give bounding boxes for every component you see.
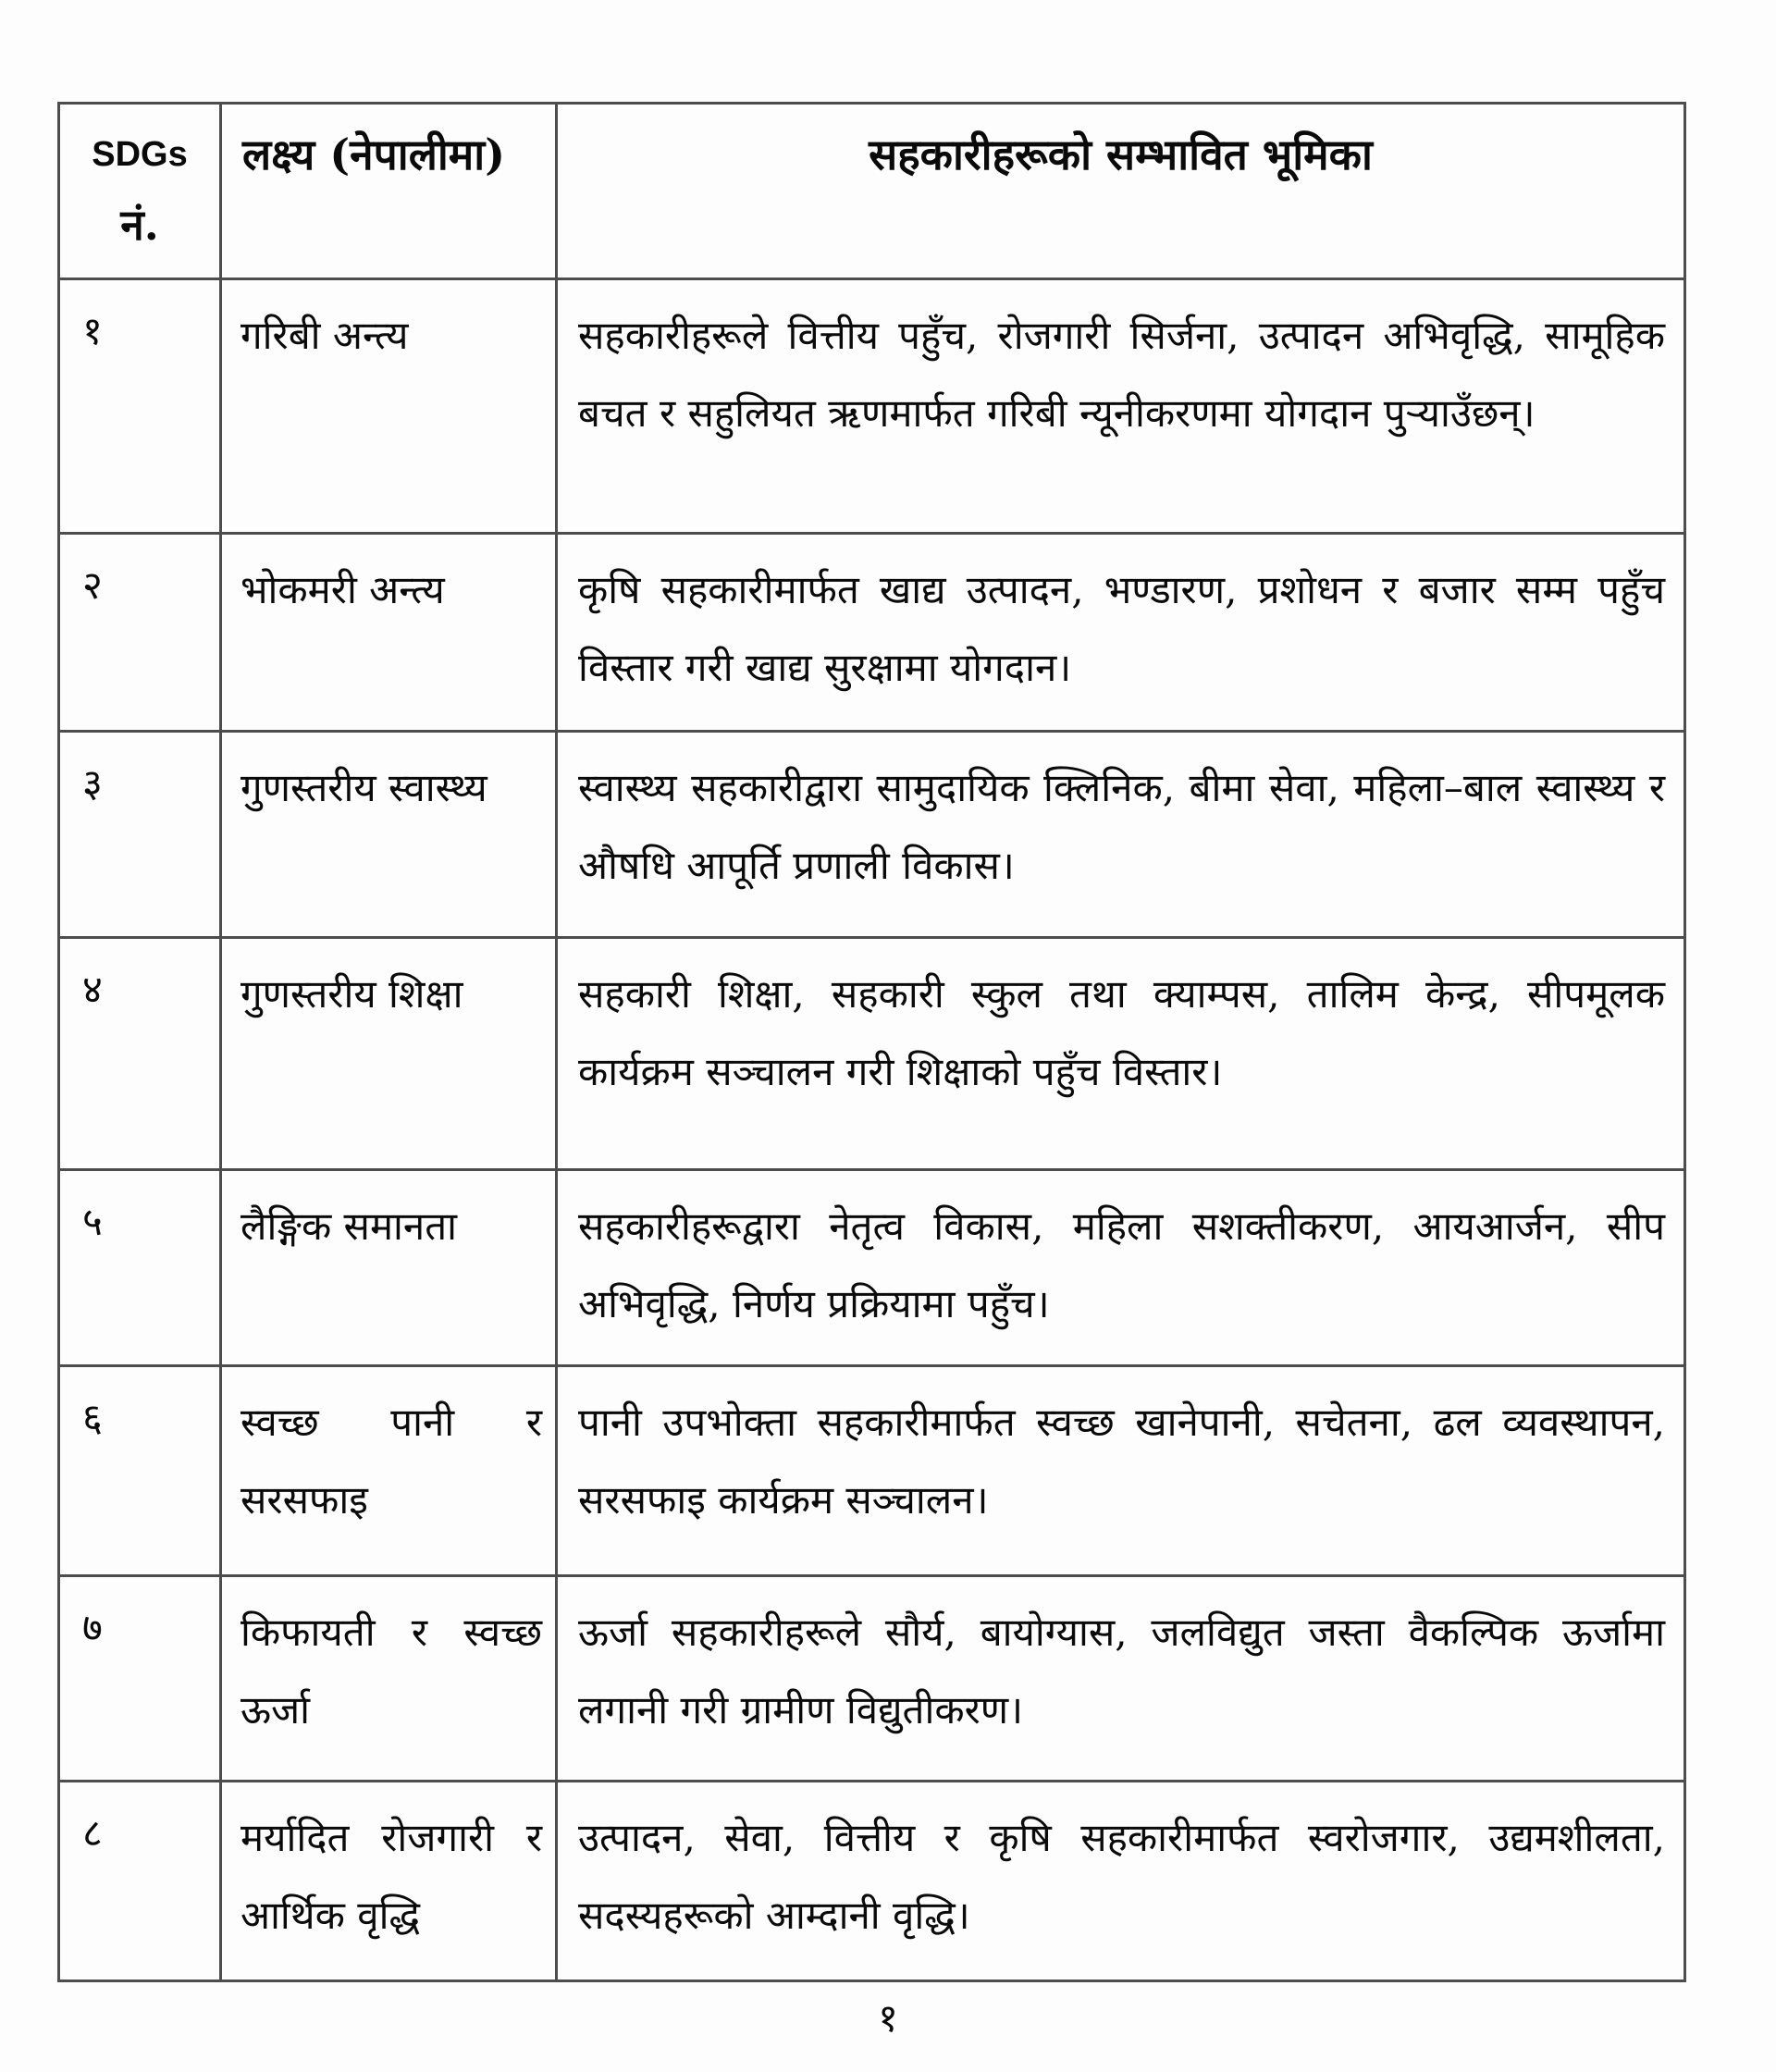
table-header-row — [59, 104, 1685, 279]
role-cell: सहकारी शिक्षा, सहकारी स्कुल तथा क्याम्पस, तालिम केन्द्र, सीपमूलक कार्यक्रम सञ्चालन गरी शिक्षाको पहुँच विस्तार। — [557, 938, 1685, 1170]
role-cell: कृषि सहकारीमार्फत खाद्य उत्पादन, भण्डारण, प्रशोधन र बजार सम्म पहुँच विस्तार गरी खाद्य सुरक्षामा योगदान। — [557, 534, 1685, 732]
sdg-number-cell: ८ — [59, 1782, 221, 1981]
goal-cell: मर्यादित रोजगारी र आर्थिक वृद्धि — [221, 1782, 557, 1981]
sdg-number-cell: ३ — [59, 732, 221, 938]
role-cell: सहकारीहरूद्वारा नेतृत्व विकास, महिला सशक्तीकरण, आयआर्जन, सीप अभिवृद्धि, निर्णय प्रक्रियामा पहुँच। — [557, 1170, 1685, 1366]
table-row — [59, 1782, 1685, 1981]
page-number: १ — [878, 1995, 898, 2041]
goal-cell: लैङ्गिक समानता — [221, 1170, 557, 1366]
goal-cell: किफायती र स्वच्छ ऊर्जा — [221, 1576, 557, 1782]
table-row — [59, 1576, 1685, 1782]
table-row — [59, 1170, 1685, 1366]
table-row — [59, 732, 1685, 938]
sdg-number-cell: ४ — [59, 938, 221, 1170]
sdg-number-cell: ५ — [59, 1170, 221, 1366]
sdg-cooperative-roles-table — [57, 102, 1686, 1982]
goal-cell: गुणस्तरीय स्वास्थ्य — [221, 732, 557, 938]
sdg-number-cell: ६ — [59, 1366, 221, 1576]
role-cell: पानी उपभोक्ता सहकारीमार्फत स्वच्छ खानेपानी, सचेतना, ढल व्यवस्थापन, सरसफाइ कार्यक्रम सञ्चालन। — [557, 1366, 1685, 1576]
goal-cell: भोकमरी अन्त्य — [221, 534, 557, 732]
table-row — [59, 534, 1685, 732]
goal-cell: स्वच्छ पानी र सरसफाइ — [221, 1366, 557, 1576]
sdg-number-cell: २ — [59, 534, 221, 732]
goal-cell: गरिबी अन्त्य — [221, 279, 557, 534]
table-row — [59, 279, 1685, 534]
role-cell: ऊर्जा सहकारीहरूले सौर्य, बायोग्यास, जलविद्युत जस्ता वैकल्पिक ऊर्जामा लगानी गरी ग्रामीण विद्युतीकरण। — [557, 1576, 1685, 1782]
sdg-number-cell: ७ — [59, 1576, 221, 1782]
role-cell: स्वास्थ्य सहकारीद्वारा सामुदायिक क्लिनिक, बीमा सेवा, महिला–बाल स्वास्थ्य र औषधि आपूर्ति प्रणाली विकास। — [557, 732, 1685, 938]
header-sdg-number — [59, 104, 221, 279]
sdg-number-cell: १ — [59, 279, 221, 534]
header-sdg-number-line2: नं. — [120, 200, 159, 250]
goal-cell: गुणस्तरीय शिक्षा — [221, 938, 557, 1170]
header-goal: लक्ष्य (नेपालीमा) — [221, 104, 557, 279]
table-row — [59, 1366, 1685, 1576]
table-row — [59, 938, 1685, 1170]
role-cell: उत्पादन, सेवा, वित्तीय र कृषि सहकारीमार्फत स्वरोजगार, उद्यमशीलता, सदस्यहरूको आम्दानी वृद्धि। — [557, 1782, 1685, 1981]
role-cell: सहकारीहरूले वित्तीय पहुँच, रोजगारी सिर्जना, उत्पादन अभिवृद्धि, सामूहिक बचत र सहुलियत ऋणमार्फत गरिबी न्यूनीकरणमा योगदान पुऱ्याउँछन्। — [557, 279, 1685, 534]
header-sdg-number-line1: SDGs — [92, 135, 188, 174]
header-cooperative-role: सहकारीहरूको सम्भावित भूमिका — [557, 104, 1685, 279]
